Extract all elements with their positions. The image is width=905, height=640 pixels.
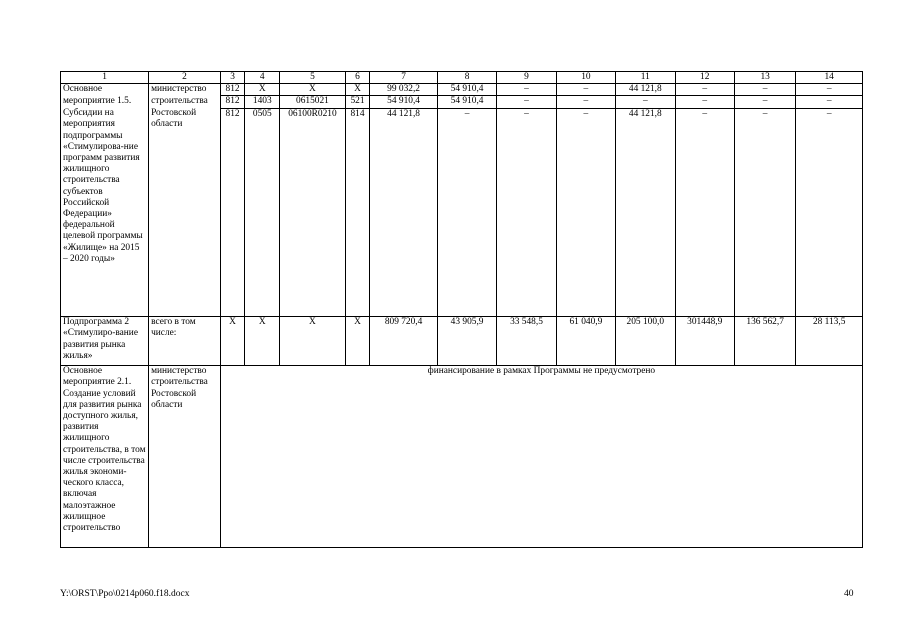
table-cell: 33 548,5 — [497, 317, 556, 366]
table-cell: 301448,9 — [675, 317, 734, 366]
table-header-row — [61, 72, 863, 84]
page-number: 40 — [844, 589, 854, 599]
table-cell: – — [734, 84, 795, 96]
table-cell: – — [734, 108, 795, 317]
measure-name-text: Основное мероприятие 2.1. Создание условий для развития рынка доступного жилья, развития жилищного строительства, в том числе строительства жилья экономи-ческого класса, включая малоэтажное жилищное строительство — [61, 366, 149, 548]
measure-name-text: Субсидии на мероприятия подпрограммы «Стимулирова-ние программ развития жилищного строительства субъектов Российской Федерации» федеральной целевой программы «Жилище» на 2015 – 2020 годы» — [61, 108, 149, 317]
executor-text: Ростовской области — [149, 108, 221, 317]
table-row — [61, 317, 863, 366]
measure-name-line: Основное — [61, 84, 149, 96]
table-cell: – — [675, 84, 734, 96]
header-cell: 14 — [796, 72, 863, 84]
executor-text: всего в том числе: — [149, 317, 221, 366]
table-cell: – — [796, 96, 863, 108]
table-cell: 205 100,0 — [616, 317, 675, 366]
file-path-footer: Y:\ORST\Ppo\0214p060.f18.docx — [60, 589, 190, 599]
table-row — [61, 108, 863, 317]
table-cell: Х — [280, 317, 346, 366]
table-cell: – — [556, 84, 615, 96]
table-cell: 44 121,8 — [616, 84, 675, 96]
table-cell: 0505 — [245, 108, 280, 317]
table-cell: Х — [345, 317, 370, 366]
table-cell: – — [497, 96, 556, 108]
table-cell: – — [556, 108, 615, 317]
table-cell: – — [497, 84, 556, 96]
executor-text: министерство строительства Ростовской области — [149, 366, 221, 548]
header-cell: 3 — [220, 72, 245, 84]
table-cell: 43 905,9 — [437, 317, 496, 366]
header-cell: 10 — [556, 72, 615, 84]
executor-line: министерство — [149, 84, 221, 96]
subprogram-name: Подпрограмма 2 «Стимулиро-вание развития рынка жилья» — [61, 317, 149, 366]
header-cell: 1 — [61, 72, 149, 84]
table-cell: Х — [220, 317, 245, 366]
financing-note: финансирование в рамках Программы не предусмотрено — [220, 366, 862, 548]
header-cell: 6 — [345, 72, 370, 84]
header-cell: 12 — [675, 72, 734, 84]
table-cell: – — [497, 108, 556, 317]
header-cell: 8 — [437, 72, 496, 84]
table-cell: – — [675, 96, 734, 108]
table-cell: 812 — [220, 84, 245, 96]
header-cell: 9 — [497, 72, 556, 84]
header-cell: 4 — [245, 72, 280, 84]
table-row — [61, 96, 863, 108]
table-cell: – — [616, 96, 675, 108]
table-cell: 812 — [220, 108, 245, 317]
table-row — [61, 84, 863, 96]
table-cell: Х — [345, 84, 370, 96]
table-cell: 809 720,4 — [370, 317, 438, 366]
table-cell: 44 121,8 — [370, 108, 438, 317]
table-cell: 99 032,2 — [370, 84, 438, 96]
table-cell: 06100R0210 — [280, 108, 346, 317]
header-cell: 11 — [616, 72, 675, 84]
header-cell: 7 — [370, 72, 438, 84]
header-cell: 13 — [734, 72, 795, 84]
header-cell: 2 — [149, 72, 221, 84]
table-row — [61, 366, 863, 548]
table-cell: 1403 — [245, 96, 280, 108]
table-cell: 0615021 — [280, 96, 346, 108]
table-cell: – — [796, 84, 863, 96]
table-cell: – — [796, 108, 863, 317]
table-cell: 28 113,5 — [796, 317, 863, 366]
table-cell: Х — [245, 317, 280, 366]
table-cell: 44 121,8 — [616, 108, 675, 317]
table-cell: 54 910,4 — [370, 96, 438, 108]
table-cell: – — [556, 96, 615, 108]
table-cell: 54 910,4 — [437, 84, 496, 96]
header-cell: 5 — [280, 72, 346, 84]
table-cell: Х — [280, 84, 346, 96]
table-cell: 812 — [220, 96, 245, 108]
table-cell: – — [675, 108, 734, 317]
table-cell: – — [437, 108, 496, 317]
table-cell: 61 040,9 — [556, 317, 615, 366]
table-cell: 814 — [345, 108, 370, 317]
financing-table — [60, 71, 863, 548]
table-cell: – — [734, 96, 795, 108]
table-cell: 521 — [345, 96, 370, 108]
measure-name-line: мероприятие 1.5. — [61, 96, 149, 108]
table-cell: 54 910,4 — [437, 96, 496, 108]
executor-line: строительства — [149, 96, 221, 108]
table-cell: 136 562,7 — [734, 317, 795, 366]
table-cell: Х — [245, 84, 280, 96]
